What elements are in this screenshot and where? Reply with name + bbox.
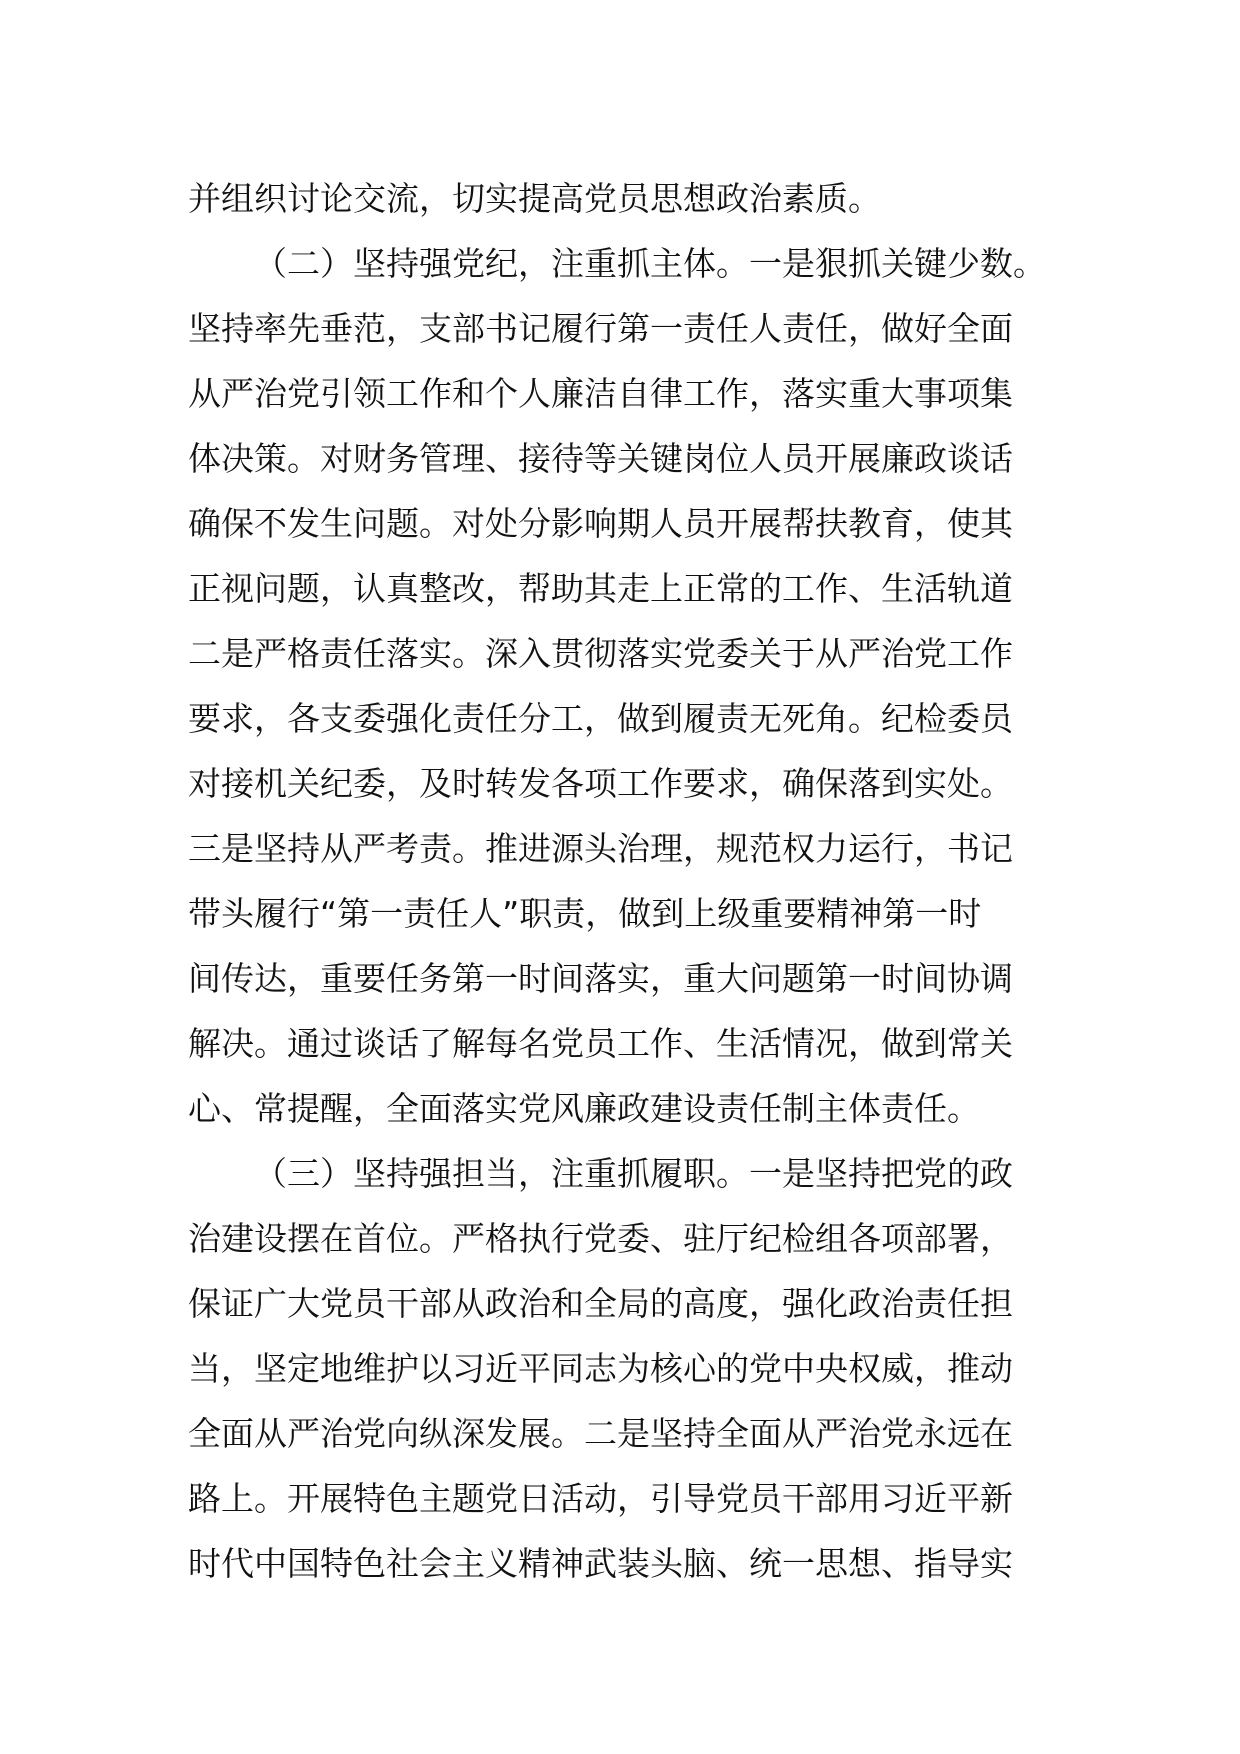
text-line: 从严治党引领工作和个人廉洁自律工作，落实重大事项集 [188,374,1013,413]
text-line: 确保不发生问题。对处分影响期人员开展帮扶教育，使其 [188,504,1013,543]
text-line: 带头履行“第一责任人”职责，做到上级重要精神第一时 [188,894,982,933]
text-line: 全面从严治党向纵深发展。二是坚持全面从严治党永远在 [188,1414,1013,1453]
text-line: 治建设摆在首位。严格执行党委、驻厅纪检组各项部署， [188,1219,1013,1258]
text-line: 要求，各支委强化责任分工，做到履责无死角。纪检委员 [188,699,1013,738]
text-line: 间传达，重要任务第一时间落实，重大问题第一时间协调 [188,959,1013,998]
text-line: 二是严格责任落实。深入贯彻落实党委关于从严治党工作 [188,634,1013,673]
text-line: 正视问题，认真整改，帮助其走上正常的工作、生活轨道 [188,569,1013,608]
text-line: 解决。通过谈话了解每名党员工作、生活情况，做到常关 [188,1024,1013,1063]
body-text [188,166,1068,1596]
text-line: 心、常提醒，全面落实党风廉政建设责任制主体责任。 [188,1089,980,1128]
text-line: 三是坚持从严考责。推进源头治理，规范权力运行，书记 [188,829,1013,868]
text-line: 并组织讨论交流，切实提高党员思想政治素质。 [188,179,881,218]
text-line: 坚持率先垂范，支部书记履行第一责任人责任，做好全面 [188,309,1013,348]
paragraph-heading-line: （二）坚持强党纪，注重抓主体。一是狠抓关键少数。 [254,244,1046,283]
text-line: 保证广大党员干部从政治和全局的高度，强化政治责任担 [188,1284,1013,1323]
text-line: 时代中国特色社会主义精神武装头脑、统一思想、指导实 [188,1544,1013,1583]
paragraph-heading-line: （三）坚持强担当，注重抓履职。一是坚持把党的政 [254,1154,1013,1193]
text-line: 对接机关纪委，及时转发各项工作要求，确保落到实处。 [188,764,1013,803]
text-line: 当，坚定地维护以习近平同志为核心的党中央权威，推动 [188,1349,1013,1388]
text-line: 路上。开展特色主题党日活动，引导党员干部用习近平新 [188,1479,1013,1518]
text-line: 体决策。对财务管理、接待等关键岗位人员开展廉政谈话 [188,439,1013,478]
